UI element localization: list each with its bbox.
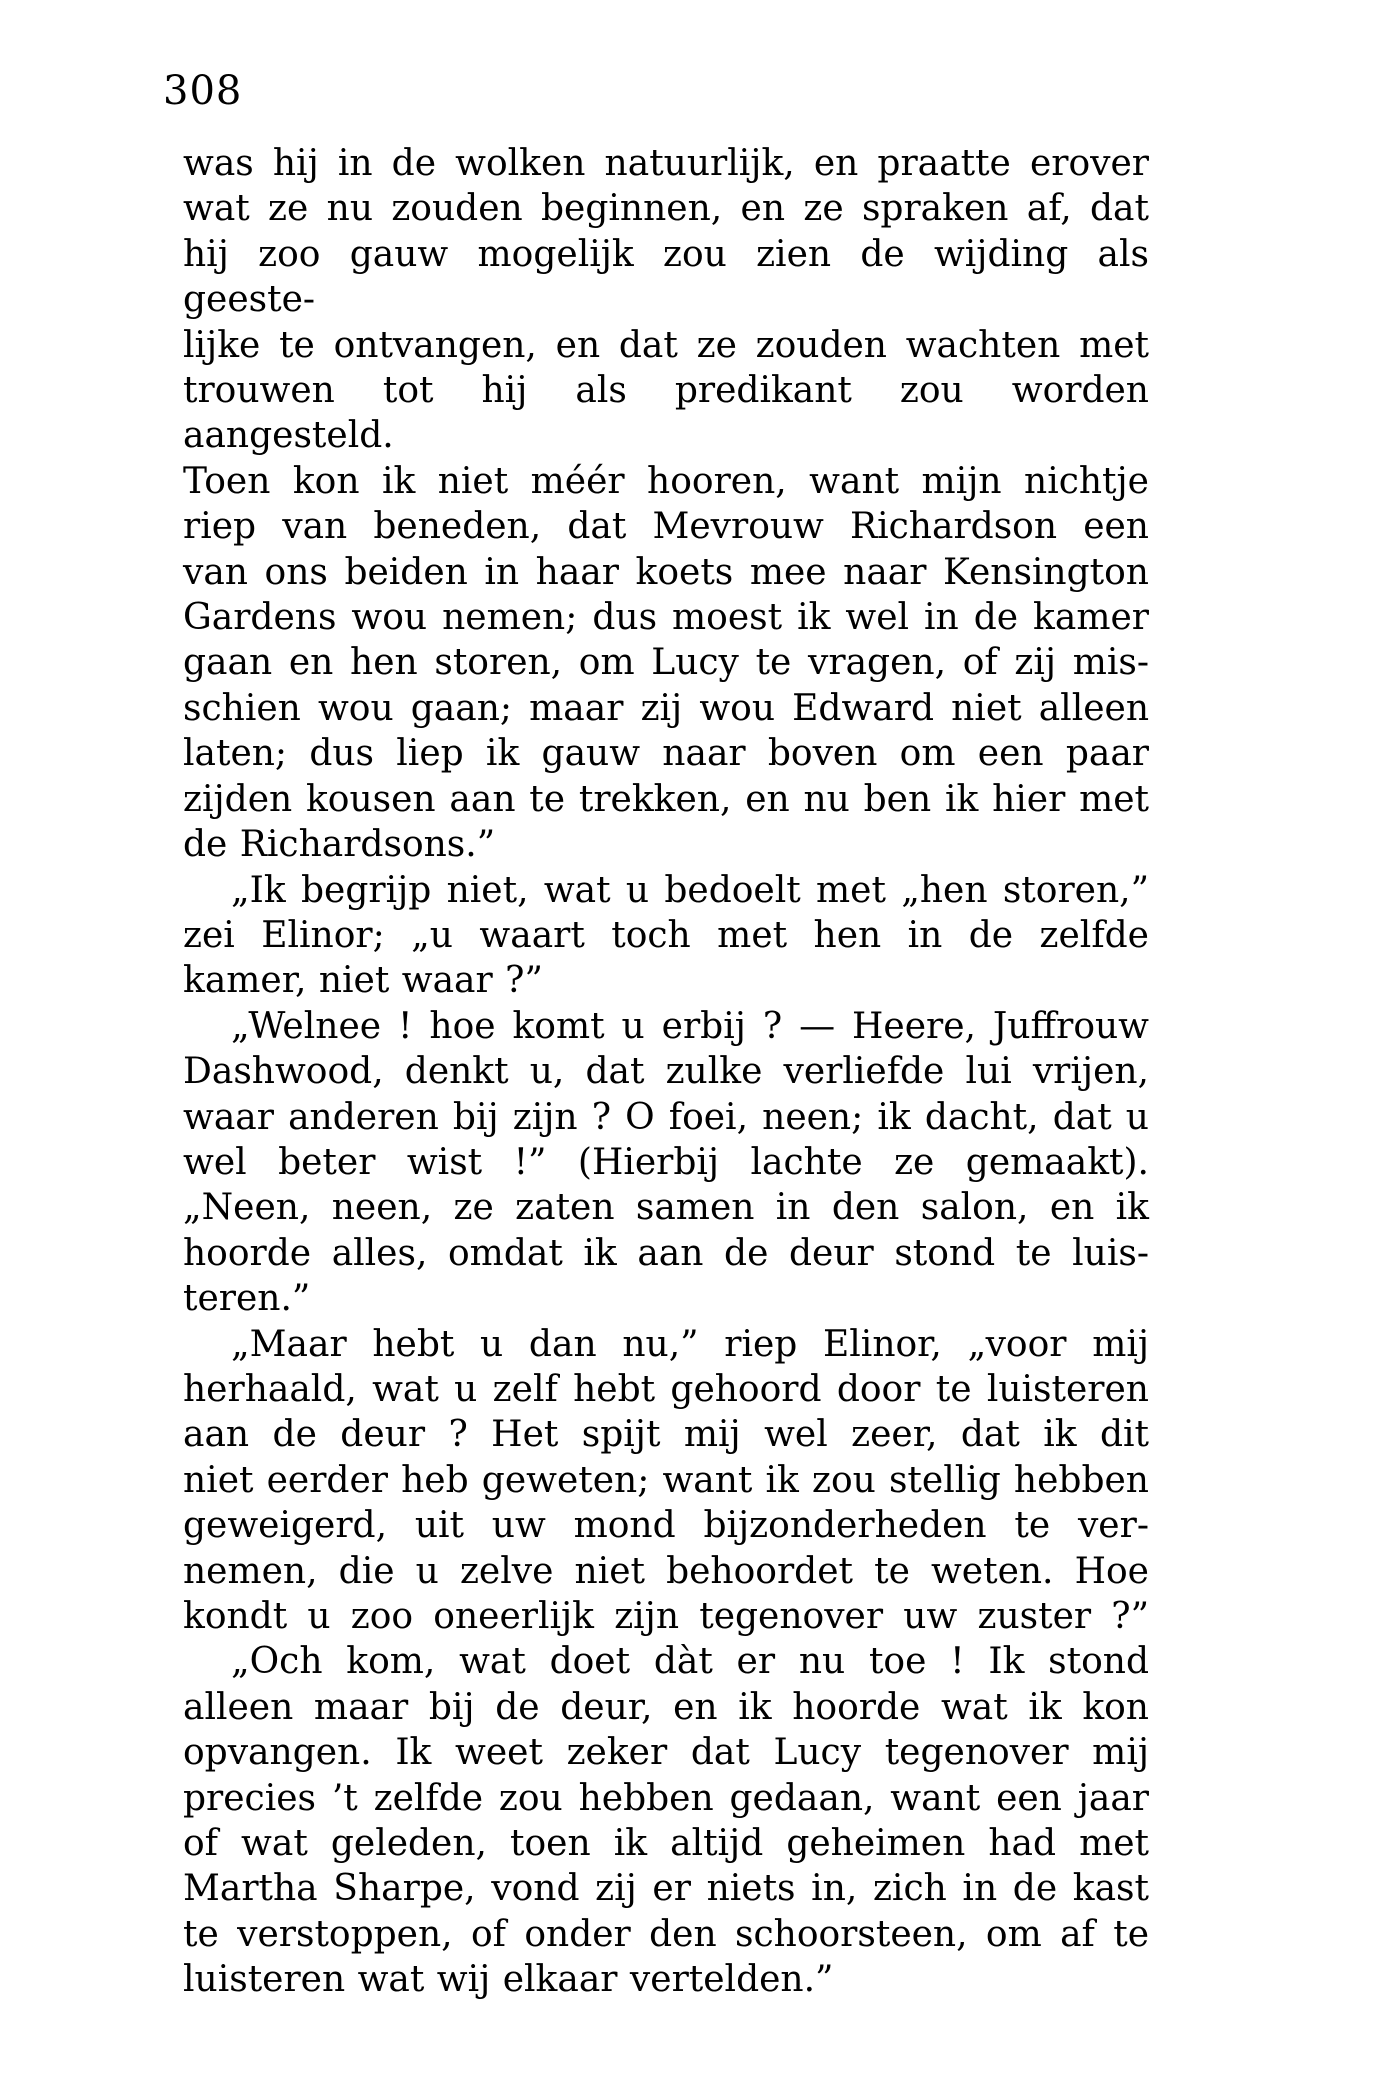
- text-line: aan de deur ? Het spijt mij wel zeer, dat ik dit: [183, 1414, 1149, 1456]
- text-line: schien wou gaan; maar zij wou Edward niet alleen: [183, 687, 1149, 729]
- text-line: geweigerd, uit uw mond bijzonderheden te ver-: [183, 1505, 1149, 1547]
- text-line: „Och kom, wat doet dàt er nu toe ! Ik stond: [231, 1641, 1149, 1683]
- text-line: teren.”: [183, 1278, 311, 1320]
- text-line: riep van beneden, dat Mevrouw Richardson een: [183, 506, 1149, 548]
- text-line: laten; dus liep ik gauw naar boven om een paar: [183, 733, 1149, 775]
- text-line: „Welnee ! hoe komt u erbij ? — Heere, Juffrouw: [231, 1005, 1149, 1047]
- text-line: nemen, die u zelve niet behoordet te weten. Hoe: [183, 1550, 1149, 1592]
- text-line: „Ik begrijp niet, wat u bedoelt met „hen storen,”: [231, 869, 1149, 911]
- text-line: zijden kousen aan te trekken, en nu ben ik hier met: [183, 778, 1149, 820]
- text-line: de Richardsons.”: [183, 824, 496, 866]
- text-line: zei Elinor; „u waart toch met hen in de zelfde: [183, 914, 1149, 956]
- text-line: herhaald, wat u zelf hebt gehoord door te luisteren: [183, 1368, 1149, 1410]
- text-line: te verstoppen, of onder den schoorsteen, om af te: [183, 1913, 1149, 1955]
- text-line: „Neen, neen, ze zaten samen in den salon, en ik: [183, 1187, 1149, 1229]
- text-line: Gardens wou nemen; dus moest ik wel in de kamer: [183, 597, 1149, 639]
- text-line: lijke te ontvangen, en dat ze zouden wachten met: [183, 324, 1149, 366]
- text-line: Dashwood, denkt u, dat zulke verliefde lui vrijen,: [183, 1051, 1149, 1093]
- text-line: wel beter wist !” (Hierbij lachte ze gemaakt).: [183, 1141, 1149, 1183]
- text-line: kondt u zoo oneerlijk zijn tegenover uw zuster ?”: [183, 1596, 1149, 1637]
- text-line: opvangen. Ik weet zeker dat Lucy tegenover mij: [183, 1732, 1149, 1774]
- text-line: Martha Sharpe, vond zij er niets in, zich in de kast: [183, 1868, 1149, 1910]
- text-line: hoorde alles, omdat ik aan de deur stond te luis-: [183, 1232, 1149, 1274]
- text-line: niet eerder heb geweten; want ik zou stellig hebben: [183, 1459, 1149, 1501]
- page-text-block: [183, 141, 1149, 2003]
- text-line: „Maar hebt u dan nu,” riep Elinor, „voor mij: [231, 1323, 1149, 1365]
- text-line: waar anderen bij zijn ? O foei, neen; ik dacht, dat u: [183, 1096, 1149, 1138]
- page-number: 308: [163, 68, 243, 114]
- text-line: wat ze nu zouden beginnen, en ze spraken af, dat: [183, 188, 1149, 230]
- text-line: luisteren wat wij elkaar vertelden.”: [183, 1959, 834, 2001]
- text-line: kamer, niet waar ?”: [183, 960, 543, 1002]
- text-line: van ons beiden in haar koets mee naar Kensington: [183, 551, 1149, 593]
- text-line: hij zoo gauw mogelijk zou zien de wijding als geeste-: [183, 233, 1149, 321]
- text-line: was hij in de wolken natuurlijk, en praatte erover: [183, 143, 1149, 184]
- text-line: Toen kon ik niet méér hooren, want mijn nichtje: [183, 460, 1149, 502]
- text-line: alleen maar bij de deur, en ik hoorde wat ik kon: [183, 1686, 1149, 1728]
- text-line: of wat geleden, toen ik altijd geheimen had met: [183, 1823, 1149, 1865]
- text-line: trouwen tot hij als predikant zou worden aangesteld.: [183, 370, 1149, 457]
- text-line: gaan en hen storen, om Lucy te vragen, of zij mis-: [183, 642, 1149, 684]
- text-line: precies ’t zelfde zou hebben gedaan, want een jaar: [183, 1777, 1149, 1819]
